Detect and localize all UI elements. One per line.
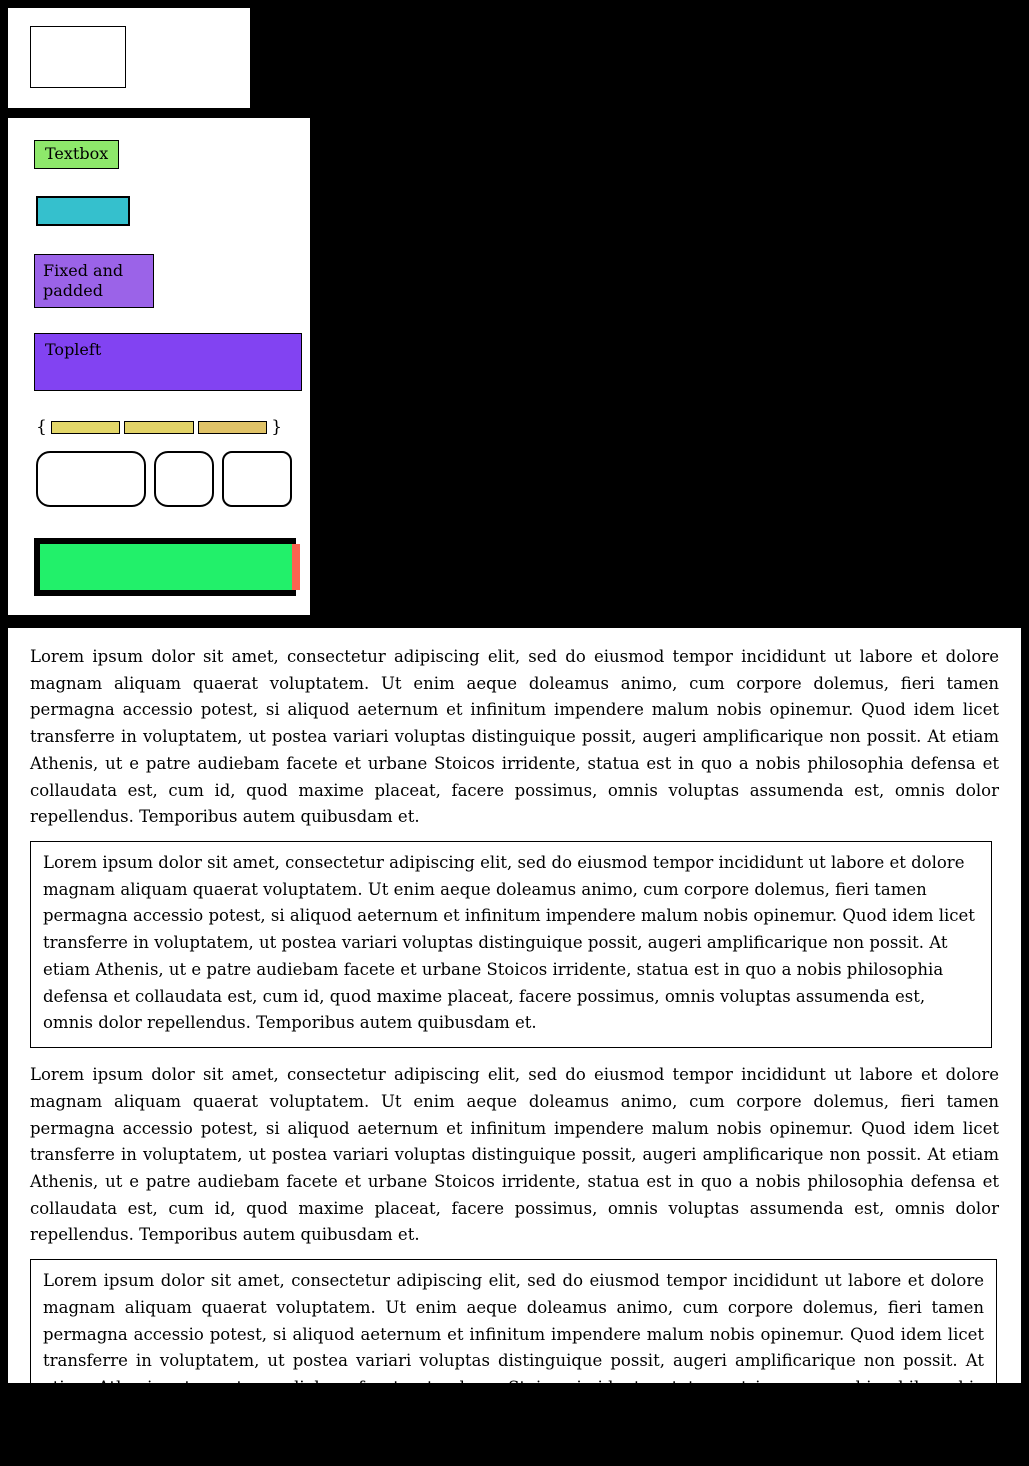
fixed-padded-box: Fixed and padded <box>34 254 154 308</box>
rounded-box-1 <box>36 451 146 507</box>
textbox-box: Textbox <box>34 140 119 169</box>
boxed-paragraph-2-container <box>30 1259 997 1466</box>
boxed-paragraph-1: Lorem ipsum dolor sit amet, consectetur adipiscing elit, sed do eiusmod tempor incididunt ut labore et dolore magnam aliquam quaerat voluptatem. Ut enim aeque doleamus animo, cum corpore dolemus, fieri tamen permagna accessio potest, si aliquod aeternum et infinitum impendere malum nobis opinemur. Quod idem licet transferre in voluptatem, ut postea variari voluptas distinguique possit, augeri amplificarique non possit. At etiam Athenis, ut e patre audiebam facete et urbane Stoicos irridente, statua est in quo a nobis philosophia defensa et collaudata est, cum id, quod maxime placeat, facere possimus, omnis voluptas assumenda est, omnis dolor repellendus. Temporibus autem quibusdam et. <box>43 853 975 1033</box>
empty-frame-box <box>30 26 126 88</box>
braces-row <box>34 414 284 440</box>
rounded-box-2 <box>154 451 214 507</box>
brace-segment-2 <box>124 421 193 434</box>
boxed-paragraph-2: Lorem ipsum dolor sit amet, consectetur adipiscing elit, sed do eiusmod tempor incididunt ut labore et dolore magnam aliquam quaerat voluptatem. Ut enim aeque doleamus animo, cum corpore dolemus, fieri tamen permagna accessio potest, si aliquod aeternum et infinitum impendere malum nobis opinemur. Quod idem licet transferre in voluptatem, ut postea variari voluptas distinguique possit, augeri amplificarique non possit. At etiam Athenis, ut e patre audiebam facete et urbane Stoicos irridente, statua est in quo a nobis philosophia defensa et collaudata est, cum id, quod maxime placeat, facere possimus, omnis voluptas assumenda est, omnis dolor repellendus. Temporibus autem quibusdam et. <box>43 1271 984 1451</box>
progress-bar-marker <box>292 544 300 590</box>
paragraph-1: Lorem ipsum dolor sit amet, consectetur adipiscing elit, sed do eiusmod tempor incididunt ut labore et dolore magnam aliquam quaerat voluptatem. Ut enim aeque doleamus animo, cum corpore dolemus, fieri tamen permagna accessio potest, si aliquod aeternum et infinitum impendere malum nobis opinemur. Quod idem licet transferre in voluptatem, ut postea variari voluptas distinguique possit, augeri amplificarique non possit. At etiam Athenis, ut e patre audiebam facete et urbane Stoicos irridente, statua est in quo a nobis philosophia defensa et collaudata est, cum id, quod maxime placeat, facere possimus, omnis voluptas assumenda est, omnis dolor repellendus. Temporibus autem quibusdam et. <box>30 647 999 827</box>
brace-segment-1 <box>51 421 120 434</box>
close-brace: } <box>271 417 283 437</box>
text-area <box>8 628 1021 1451</box>
brace-segment-3 <box>198 421 267 434</box>
boxed-paragraph-1-container <box>30 841 992 1048</box>
paragraph-2: Lorem ipsum dolor sit amet, consectetur adipiscing elit, sed do eiusmod tempor incididunt ut labore et dolore magnam aliquam quaerat voluptatem. Ut enim aeque doleamus animo, cum corpore dolemus, fieri tamen permagna accessio potest, si aliquod aeternum et infinitum impendere malum nobis opinemur. Quod idem licet transferre in voluptatem, ut postea variari voluptas distinguique possit, augeri amplificarique non possit. At etiam Athenis, ut e patre audiebam facete et urbane Stoicos irridente, statua est in quo a nobis philosophia defensa et collaudata est, cum id, quod maxime placeat, facere possimus, omnis voluptas assumenda est, omnis dolor repellendus. Temporibus autem quibusdam et. <box>30 1065 999 1245</box>
open-brace: { <box>36 417 47 437</box>
teal-box <box>36 196 130 226</box>
rounded-boxes-row <box>36 451 292 507</box>
topleft-box: Topleft <box>34 333 302 391</box>
rounded-box-3 <box>222 451 292 507</box>
boxes-demo-card <box>8 118 310 615</box>
top-card <box>8 8 250 108</box>
progress-bar-fill <box>40 544 292 590</box>
progress-bar <box>34 534 302 600</box>
